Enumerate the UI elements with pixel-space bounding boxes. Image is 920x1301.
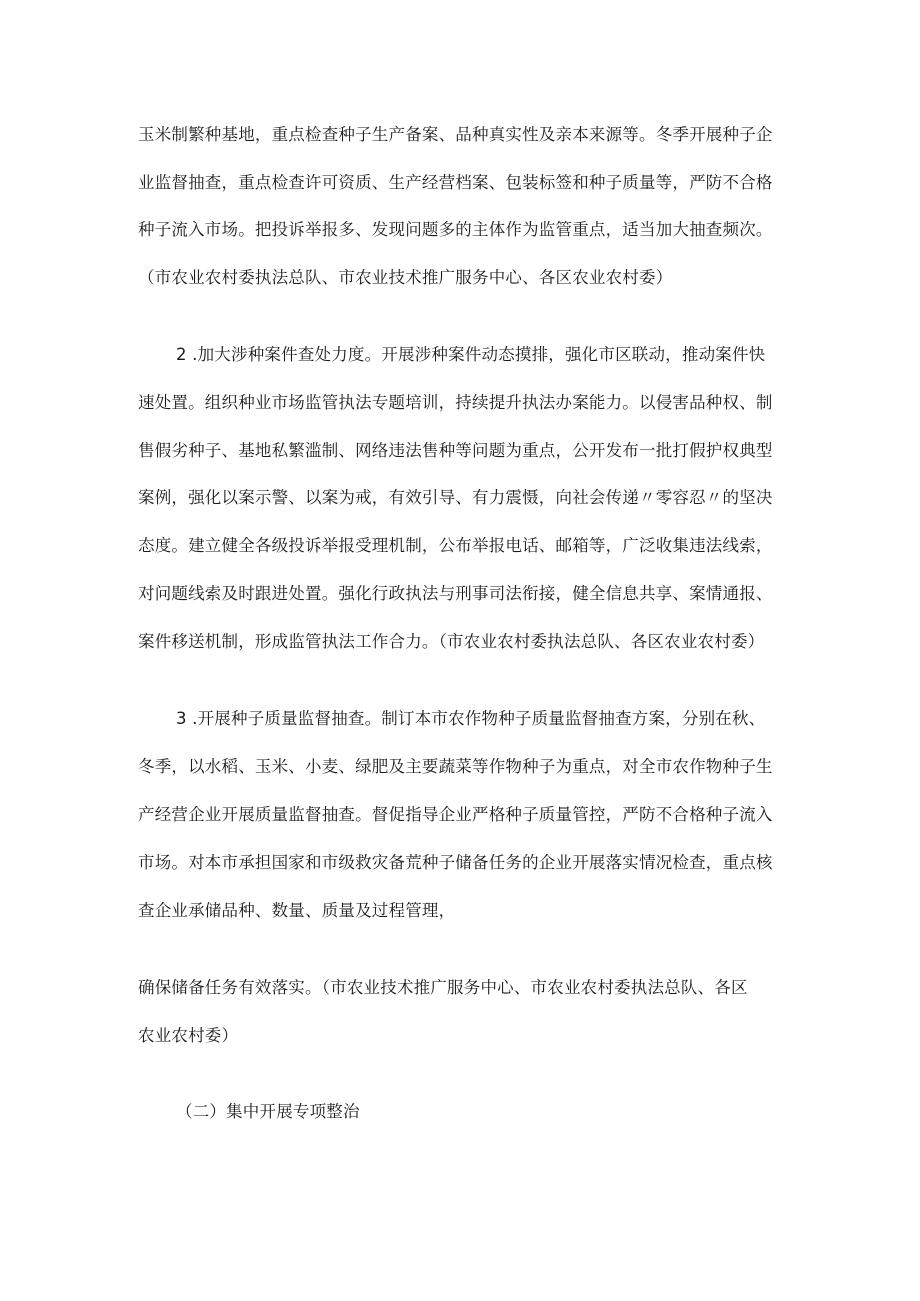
- text-line: 售假劣种子、基地私繁滥制、网络违法售种等问题为重点，公开发布一批打假护权典型: [138, 441, 773, 460]
- text-line: 业监督抽查，重点检查许可资质、生产经营档案、包装标签和种子质量等，严防不合格: [138, 173, 773, 192]
- text-line: 冬季，以水稻、玉米、小麦、绿肥及主要蔬菜等作物种子为重点，对全市农作物种子生: [138, 757, 773, 776]
- text-line: 态度。建立健全各级投诉举报受理机制，公布举报电话、邮箱等，广泛收集违法线索，: [138, 536, 773, 555]
- text-line: 玉米制繁种基地，重点检查种子生产备案、品种真实性及亲本来源等。冬季开展种子企: [138, 125, 773, 144]
- section-heading: （二）集中开展专项整治: [176, 1102, 360, 1121]
- text-line: 市场。对本市承担国家和市级救灾备荒种子储备任务的企业开展落实情况检查，重点核: [138, 853, 773, 872]
- numbered-item-heading: 2 .加大涉种案件查处力度。开展涉种案件动态摸排，强化市区联动，推动案件快: [176, 345, 766, 364]
- numbered-item-heading: 3 .开展种子质量监督抽查。制订本市农作物种子质量监督抽查方案，分别在秋、: [176, 709, 766, 728]
- text-line: （市农业农村委执法总队、市农业技术推广服务中心、各区农业农村委）: [138, 268, 673, 287]
- text-line: 确保储备任务有效落实。（市农业技术推广服务中心、市农业农村委执法总队、各区: [138, 978, 748, 997]
- text-line: 产经营企业开展质量监督抽查。督促指导企业严格种子质量管控，严防不合格种子流入: [138, 805, 773, 824]
- text-line: 种子流入市场。把投诉举报多、发现问题多的主体作为监管重点，适当加大抽查频次。: [138, 220, 773, 239]
- text-line: 查企业承储品种、数量、质量及过程管理，: [138, 901, 456, 920]
- text-line: 农业农村委）: [138, 1026, 239, 1045]
- text-line: 案例，强化以案示警、以案为戒，有效引导、有力震慑，向社会传递〃零容忍〃的坚决: [138, 488, 773, 507]
- text-line: 速处置。组织种业市场监管执法专题培训，持续提升执法办案能力。以侵害品种权、制: [138, 393, 773, 412]
- text-line: 对问题线索及时跟进处置。强化行政执法与刑事司法衔接，健全信息共享、案情通报、: [138, 584, 773, 603]
- text-line: 案件移送机制，形成监管执法工作合力。（市农业农村委执法总队、各区农业农村委）: [138, 632, 765, 651]
